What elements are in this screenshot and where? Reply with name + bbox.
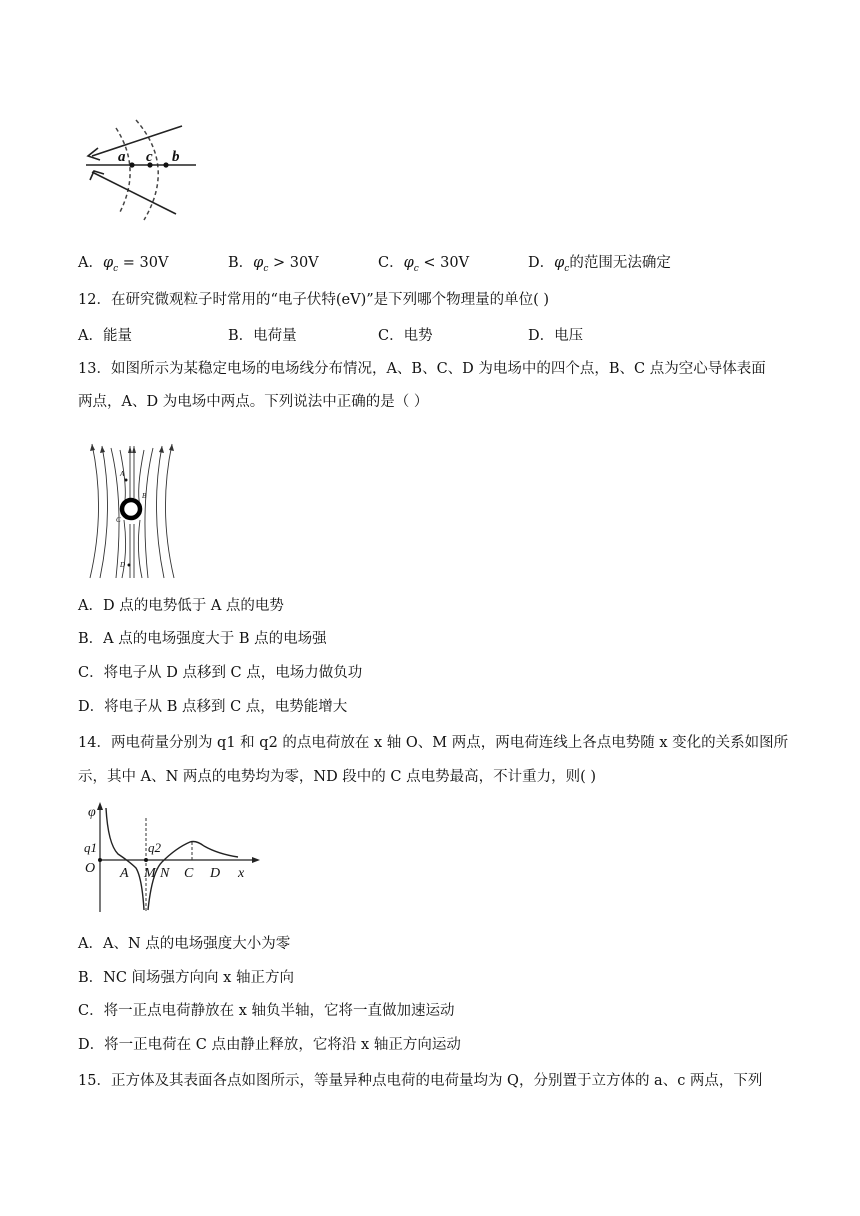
- q14-option-a: A．A、N 点的电场强度大小为零: [78, 936, 291, 952]
- q14-label-phi: φ: [88, 805, 96, 820]
- q13-option-b: B．A 点的电场强度大于 B 点的电场强: [78, 631, 327, 647]
- q13-option-c: C．将电子从 D 点移到 C 点，电场力做负功: [78, 665, 363, 681]
- q13-label-b: B: [142, 492, 147, 500]
- q13-label-a: A: [120, 470, 125, 478]
- q14-label-a: A: [120, 866, 129, 881]
- q14-label-m: M: [144, 866, 156, 881]
- q13-stem-line1: 13．如图所示为某稳定电场的电场线分布情况，A、B、C、D 为电场中的四个点，B、C 点为空心导体表面: [78, 361, 766, 377]
- q13-label-c: C: [116, 516, 121, 524]
- q11-figure: [84, 118, 200, 222]
- q12-option-c: C．电势: [378, 328, 433, 344]
- q11-point-a: [129, 162, 134, 167]
- q11-point-b: [163, 162, 168, 167]
- q11-inner-dashed-arc: [116, 128, 130, 212]
- q12-option-b: B．电荷量: [228, 328, 297, 344]
- q14-figure: [82, 800, 264, 916]
- q13-figure: [84, 440, 180, 582]
- q12-option-d: D．电压: [528, 328, 584, 344]
- q15-stem-line1: 15．正方体及其表面各点如图所示，等量异种点电荷的电荷量均为 Q，分别置于立方体的 a、c 两点，下列: [78, 1073, 763, 1089]
- q14-label-q2: q2: [148, 840, 161, 855]
- q11-option-a: A．$\varphi_c = 30V$: [78, 255, 169, 274]
- q13-point-a: [125, 479, 128, 482]
- q13-option-d: D．将电子从 B 点移到 C 点，电势能增大: [78, 699, 348, 715]
- q12-stem: 12．在研究微观粒子时常用的“电子伏特(eV)”是下列哪个物理量的单位( ): [78, 292, 550, 308]
- q14-stem-line2: 示，其中 A、N 两点的电势均为零，ND 段中的 C 点电势最高，不计重力，则( ): [78, 769, 597, 785]
- q11-option-d: D．$\varphi_c$的范围无法确定: [528, 255, 671, 274]
- q14-label-d: D: [210, 866, 221, 881]
- q14-label-q1: q1: [84, 840, 97, 855]
- q11-lower-trajectory: [92, 172, 176, 214]
- q14-point-m: [144, 858, 148, 862]
- q14-stem-line1: 14．两电荷量分别为 q1 和 q2 的点电荷放在 x 轴 O、M 两点，两电荷连线上各点电势随 x 变化的关系如图所: [78, 735, 789, 751]
- q14-label-c: C: [184, 866, 194, 881]
- q14-x-axis-arrow: [252, 857, 260, 863]
- q11-option-b: B．$\varphi_c > 30V$: [228, 255, 319, 274]
- q12-option-a: A．能量: [78, 328, 132, 344]
- q13-stem-line2: 两点，A、D 为电场中两点。下列说法中正确的是（ ）: [78, 394, 429, 410]
- q14-label-o: O: [85, 861, 96, 876]
- q11-label-b: b: [172, 149, 180, 165]
- q14-option-d: D．将一正电荷在 C 点由静止释放，它将沿 x 轴正方向运动: [78, 1037, 461, 1053]
- q14-label-n: N: [160, 866, 170, 881]
- q13-hollow-conductor: [122, 500, 140, 518]
- q14-y-axis-arrow: [97, 802, 103, 810]
- q13-point-d: [128, 564, 131, 567]
- q11-label-a: a: [118, 149, 126, 165]
- q14-option-c: C．将一正点电荷静放在 x 轴负半轴，它将一直做加速运动: [78, 1003, 455, 1019]
- q14-curve-left: [106, 808, 144, 910]
- q13-label-d: D: [120, 561, 126, 569]
- q14-option-b: B．NC 间场强方向向 x 轴正方向: [78, 970, 294, 986]
- q11-label-c: c: [146, 149, 153, 165]
- q13-option-a: A．D 点的电势低于 A 点的电势: [78, 598, 284, 614]
- q11-upper-trajectory: [92, 126, 182, 156]
- q14-label-x: x: [238, 866, 245, 881]
- q14-point-o: [98, 858, 102, 862]
- q11-option-c: C．$\varphi_c < 30V$: [378, 255, 470, 274]
